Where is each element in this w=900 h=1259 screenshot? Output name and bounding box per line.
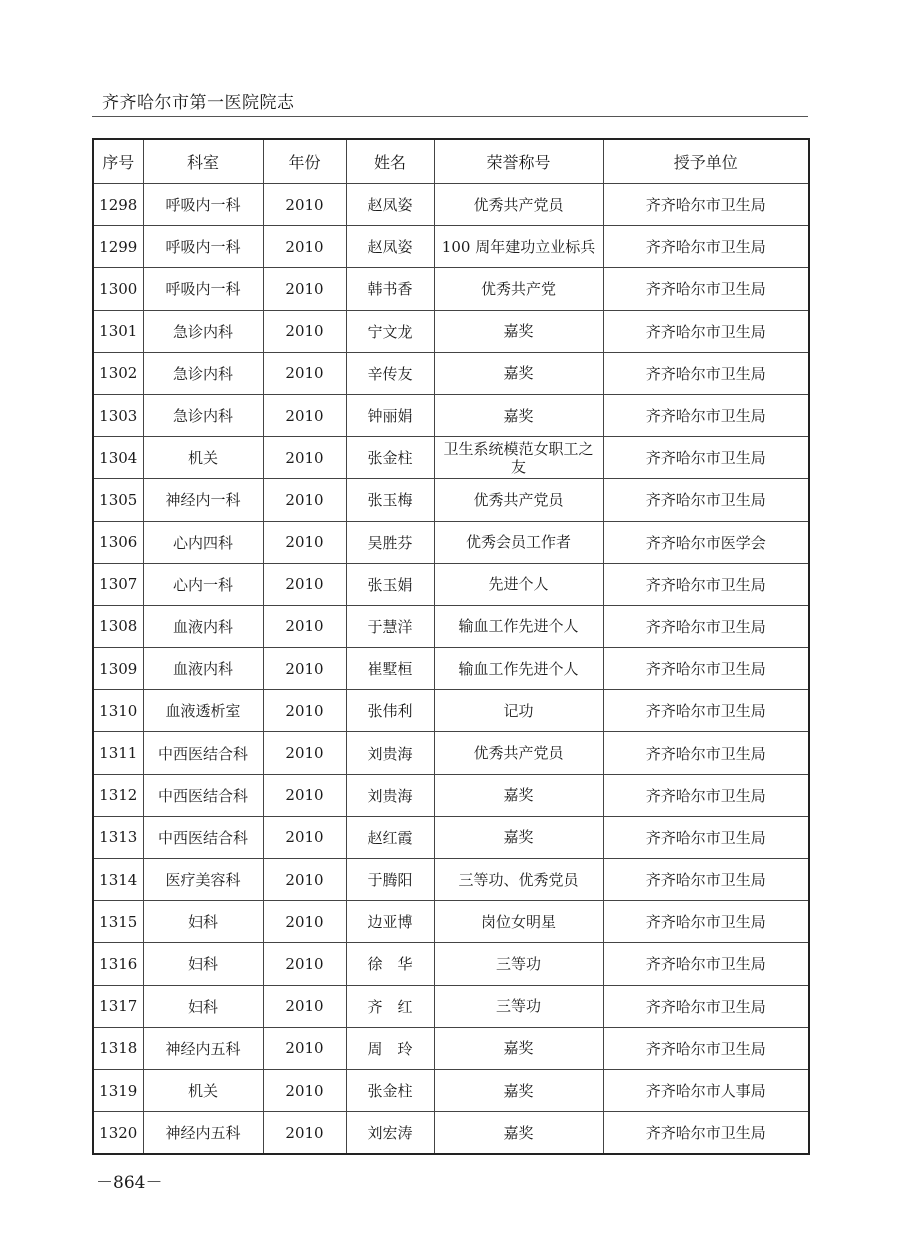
table-row: [93, 437, 809, 479]
table-row: [93, 605, 809, 647]
cell-honor: 嘉奖: [434, 774, 603, 816]
cell-index: 1300: [93, 268, 143, 310]
cell-awarding-unit: 齐齐哈尔市卫生局: [603, 184, 809, 226]
honors-table: [92, 138, 810, 1155]
cell-awarding-unit: 齐齐哈尔市卫生局: [603, 605, 809, 647]
cell-index: 1311: [93, 732, 143, 774]
cell-honor: 三等功、优秀党员: [434, 859, 603, 901]
cell-index: 1314: [93, 859, 143, 901]
cell-awarding-unit: 齐齐哈尔市卫生局: [603, 268, 809, 310]
cell-year: 2010: [263, 816, 346, 858]
cell-name: 辛传友: [346, 352, 434, 394]
cell-department: 呼吸内一科: [143, 184, 263, 226]
cell-awarding-unit: 齐齐哈尔市卫生局: [603, 816, 809, 858]
cell-year: 2010: [263, 859, 346, 901]
cell-awarding-unit: 齐齐哈尔市卫生局: [603, 1112, 809, 1155]
cell-awarding-unit: 齐齐哈尔市卫生局: [603, 394, 809, 436]
cell-name: 徐 华: [346, 943, 434, 985]
cell-year: 2010: [263, 310, 346, 352]
cell-index: 1320: [93, 1112, 143, 1155]
cell-awarding-unit: 齐齐哈尔市医学会: [603, 521, 809, 563]
cell-name: 刘宏涛: [346, 1112, 434, 1155]
cell-index: 1317: [93, 985, 143, 1027]
cell-index: 1298: [93, 184, 143, 226]
cell-department: 妇科: [143, 985, 263, 1027]
cell-honor: 100 周年建功立业标兵: [434, 226, 603, 268]
cell-awarding-unit: 齐齐哈尔市卫生局: [603, 859, 809, 901]
cell-name: 张玉梅: [346, 479, 434, 521]
cell-honor: 嘉奖: [434, 352, 603, 394]
table-row: [93, 690, 809, 732]
column-header-name: 姓名: [346, 139, 434, 184]
cell-year: 2010: [263, 521, 346, 563]
page-number: －864－: [96, 1173, 163, 1193]
cell-name: 于腾阳: [346, 859, 434, 901]
cell-awarding-unit: 齐齐哈尔市卫生局: [603, 1027, 809, 1069]
table-row: [93, 859, 809, 901]
cell-index: 1316: [93, 943, 143, 985]
table-row: [93, 1069, 809, 1111]
cell-honor: 三等功: [434, 985, 603, 1027]
cell-year: 2010: [263, 1069, 346, 1111]
column-header-year: 年份: [263, 139, 346, 184]
cell-name: 韩书香: [346, 268, 434, 310]
cell-name: 宁文龙: [346, 310, 434, 352]
cell-awarding-unit: 齐齐哈尔市卫生局: [603, 901, 809, 943]
cell-year: 2010: [263, 648, 346, 690]
cell-honor: 先进个人: [434, 563, 603, 605]
cell-department: 呼吸内一科: [143, 268, 263, 310]
cell-honor: 嘉奖: [434, 310, 603, 352]
cell-department: 机关: [143, 1069, 263, 1111]
table-row: [93, 732, 809, 774]
table-header-row: [93, 139, 809, 184]
cell-year: 2010: [263, 268, 346, 310]
table-row: [93, 985, 809, 1027]
cell-department: 中西医结合科: [143, 816, 263, 858]
cell-year: 2010: [263, 1027, 346, 1069]
cell-year: 2010: [263, 901, 346, 943]
cell-index: 1315: [93, 901, 143, 943]
cell-awarding-unit: 齐齐哈尔市人事局: [603, 1069, 809, 1111]
cell-department: 神经内五科: [143, 1027, 263, 1069]
cell-name: 张金柱: [346, 1069, 434, 1111]
cell-index: 1318: [93, 1027, 143, 1069]
cell-honor: 输血工作先进个人: [434, 648, 603, 690]
cell-name: 张金柱: [346, 437, 434, 479]
table-row: [93, 521, 809, 563]
cell-honor: 嘉奖: [434, 1112, 603, 1155]
cell-department: 妇科: [143, 943, 263, 985]
cell-year: 2010: [263, 605, 346, 647]
cell-awarding-unit: 齐齐哈尔市卫生局: [603, 648, 809, 690]
column-header-index: 序号: [93, 139, 143, 184]
table-row: [93, 1027, 809, 1069]
table-row: [93, 816, 809, 858]
table-row: [93, 479, 809, 521]
table-row: [93, 268, 809, 310]
cell-awarding-unit: 齐齐哈尔市卫生局: [603, 985, 809, 1027]
table-row: [93, 774, 809, 816]
cell-department: 血液内科: [143, 605, 263, 647]
cell-year: 2010: [263, 437, 346, 479]
cell-honor: 优秀共产党员: [434, 479, 603, 521]
cell-honor: 嘉奖: [434, 394, 603, 436]
table-row: [93, 352, 809, 394]
cell-department: 呼吸内一科: [143, 226, 263, 268]
cell-name: 齐 红: [346, 985, 434, 1027]
table-row: [93, 226, 809, 268]
honors-table-container: [92, 138, 808, 1155]
cell-index: 1306: [93, 521, 143, 563]
cell-index: 1308: [93, 605, 143, 647]
cell-awarding-unit: 齐齐哈尔市卫生局: [603, 479, 809, 521]
cell-honor: 优秀共产党员: [434, 184, 603, 226]
cell-honor: 嘉奖: [434, 1027, 603, 1069]
cell-department: 神经内一科: [143, 479, 263, 521]
cell-awarding-unit: 齐齐哈尔市卫生局: [603, 310, 809, 352]
cell-year: 2010: [263, 943, 346, 985]
cell-year: 2010: [263, 352, 346, 394]
column-header-awarding-unit: 授予单位: [603, 139, 809, 184]
cell-year: 2010: [263, 184, 346, 226]
cell-index: 1304: [93, 437, 143, 479]
cell-department: 中西医结合科: [143, 774, 263, 816]
cell-index: 1299: [93, 226, 143, 268]
cell-index: 1307: [93, 563, 143, 605]
cell-department: 血液内科: [143, 648, 263, 690]
cell-awarding-unit: 齐齐哈尔市卫生局: [603, 690, 809, 732]
cell-index: 1301: [93, 310, 143, 352]
cell-department: 急诊内科: [143, 310, 263, 352]
table-row: [93, 648, 809, 690]
cell-department: 急诊内科: [143, 352, 263, 394]
cell-department: 中西医结合科: [143, 732, 263, 774]
running-head-title: 齐齐哈尔市第一医院院志: [102, 93, 295, 113]
cell-name: 刘贵海: [346, 774, 434, 816]
cell-index: 1302: [93, 352, 143, 394]
cell-honor: 岗位女明星: [434, 901, 603, 943]
cell-department: 血液透析室: [143, 690, 263, 732]
cell-index: 1312: [93, 774, 143, 816]
cell-honor: 卫生系统模范女职工之友: [434, 437, 603, 479]
cell-name: 吴胜芬: [346, 521, 434, 563]
table-row: [93, 184, 809, 226]
table-body: [93, 184, 809, 1155]
cell-year: 2010: [263, 732, 346, 774]
cell-name: 崔墅桓: [346, 648, 434, 690]
cell-honor: 输血工作先进个人: [434, 605, 603, 647]
column-header-department: 科室: [143, 139, 263, 184]
cell-name: 边亚博: [346, 901, 434, 943]
cell-name: 刘贵海: [346, 732, 434, 774]
cell-honor: 优秀共产党: [434, 268, 603, 310]
cell-name: 张伟利: [346, 690, 434, 732]
table-row: [93, 563, 809, 605]
cell-name: 赵凤姿: [346, 184, 434, 226]
cell-index: 1309: [93, 648, 143, 690]
cell-name: 张玉娟: [346, 563, 434, 605]
cell-honor: 优秀会员工作者: [434, 521, 603, 563]
cell-awarding-unit: 齐齐哈尔市卫生局: [603, 437, 809, 479]
cell-year: 2010: [263, 1112, 346, 1155]
cell-name: 赵凤姿: [346, 226, 434, 268]
cell-honor: 记功: [434, 690, 603, 732]
cell-name: 赵红霞: [346, 816, 434, 858]
cell-honor: 优秀共产党员: [434, 732, 603, 774]
cell-index: 1303: [93, 394, 143, 436]
cell-honor: 嘉奖: [434, 816, 603, 858]
cell-department: 医疗美容科: [143, 859, 263, 901]
cell-department: 心内一科: [143, 563, 263, 605]
cell-year: 2010: [263, 226, 346, 268]
cell-index: 1310: [93, 690, 143, 732]
cell-index: 1313: [93, 816, 143, 858]
cell-department: 妇科: [143, 901, 263, 943]
table-row: [93, 943, 809, 985]
cell-awarding-unit: 齐齐哈尔市卫生局: [603, 943, 809, 985]
cell-year: 2010: [263, 690, 346, 732]
cell-honor: 嘉奖: [434, 1069, 603, 1111]
cell-year: 2010: [263, 563, 346, 605]
cell-index: 1319: [93, 1069, 143, 1111]
cell-year: 2010: [263, 985, 346, 1027]
cell-awarding-unit: 齐齐哈尔市卫生局: [603, 774, 809, 816]
cell-name: 周 玲: [346, 1027, 434, 1069]
table-row: [93, 310, 809, 352]
cell-department: 心内四科: [143, 521, 263, 563]
cell-index: 1305: [93, 479, 143, 521]
cell-year: 2010: [263, 479, 346, 521]
cell-awarding-unit: 齐齐哈尔市卫生局: [603, 732, 809, 774]
cell-department: 急诊内科: [143, 394, 263, 436]
cell-name: 钟丽娟: [346, 394, 434, 436]
cell-year: 2010: [263, 774, 346, 816]
cell-name: 于慧洋: [346, 605, 434, 647]
cell-awarding-unit: 齐齐哈尔市卫生局: [603, 563, 809, 605]
table-row: [93, 901, 809, 943]
cell-department: 机关: [143, 437, 263, 479]
cell-honor: 三等功: [434, 943, 603, 985]
cell-year: 2010: [263, 394, 346, 436]
table-row: [93, 394, 809, 436]
cell-awarding-unit: 齐齐哈尔市卫生局: [603, 352, 809, 394]
cell-department: 神经内五科: [143, 1112, 263, 1155]
cell-awarding-unit: 齐齐哈尔市卫生局: [603, 226, 809, 268]
column-header-honor: 荣誉称号: [434, 139, 603, 184]
header-rule: [92, 116, 808, 117]
table-row: [93, 1112, 809, 1155]
